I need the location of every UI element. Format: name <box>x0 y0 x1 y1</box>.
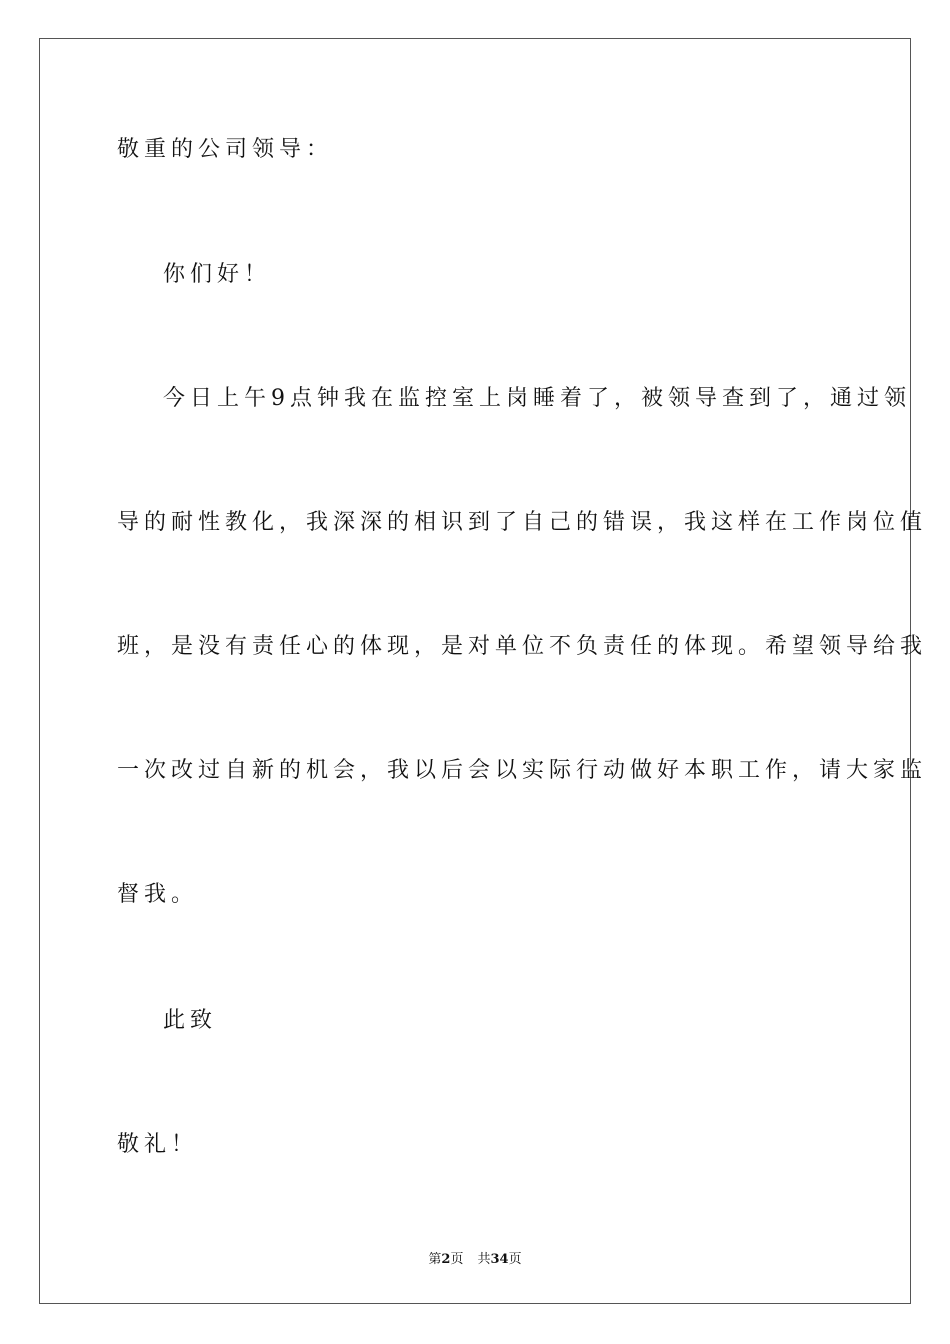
page-border <box>39 38 911 1304</box>
body-line-3: 班，是没有责任心的体现，是对单位不负责任的体现。希望领导给我 <box>117 634 928 659</box>
body-line-2: 导的耐性教化，我深深的相识到了自己的错误，我这样在工作岗位值 <box>117 510 928 535</box>
body-line-1: 今日上午9点钟我在监控室上岗睡着了，被领导查到了，通过领 <box>163 386 911 411</box>
footer-page-prefix: 第 <box>428 1252 442 1267</box>
closing-line-2: 敬礼！ <box>117 1132 199 1157</box>
closing-line-1: 此致 <box>163 1008 218 1033</box>
footer-total-pages: 34 <box>490 1252 509 1267</box>
footer-page-number: 2 <box>441 1252 451 1267</box>
greeting: 你们好！ <box>163 262 272 287</box>
page-footer <box>0 1248 950 1267</box>
body-line-4: 一次改过自新的机会，我以后会以实际行动做好本职工作，请大家监 <box>117 758 928 783</box>
footer-total-prefix: 共 <box>477 1252 491 1267</box>
salutation: 敬重的公司领导： <box>117 137 334 162</box>
footer-page-unit: 页 <box>450 1252 464 1267</box>
footer-total-unit: 页 <box>508 1252 522 1267</box>
body-line-5: 督我。 <box>117 882 199 907</box>
